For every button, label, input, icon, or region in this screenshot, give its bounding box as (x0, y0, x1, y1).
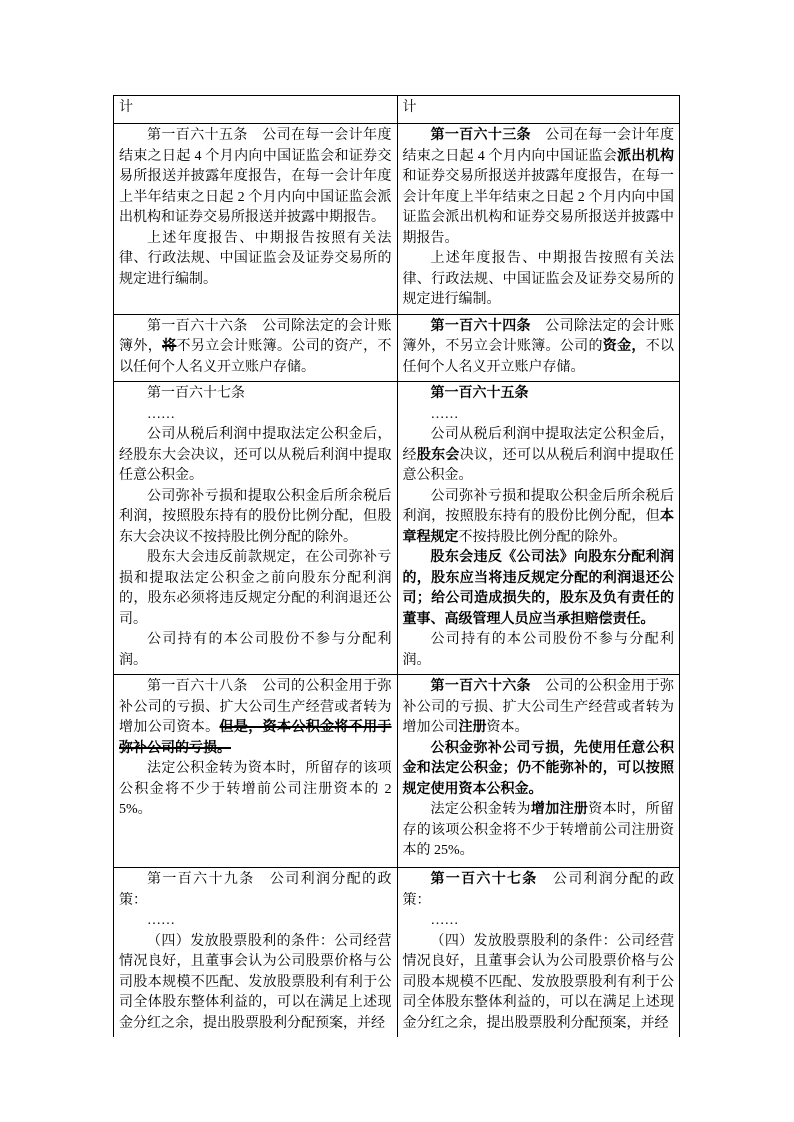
text-run: 公司从税后利润中提取法定公积金后，经股东大会决议，还可以从税后利润中提取任意公积金。 (119, 427, 392, 483)
article-paragraph (119, 911, 392, 932)
text-run: 公司从税后利润中提取法定公积金后，经 (402, 427, 674, 463)
text-run: 不以任何个人名义开立账户存储。 (402, 339, 675, 375)
text-run: 公司弥补亏损和提取公积金后所余税后利润，按照股东持有的股份比例分配，但股东大会决议不按持股比例分配的除外。 (119, 488, 392, 545)
article-paragraph (119, 384, 392, 405)
article-paragraph (403, 677, 675, 739)
text-run: 第一百六十六条 公司除法定的会计账簿外， (119, 318, 392, 354)
text-run: 资本时，所留存的该项公积金将不少于转增前公司注册资本的 25%。 (402, 802, 674, 858)
changed-text-run: 第一百六十三条 (430, 128, 531, 143)
changed-text-run: 派出机构 (617, 148, 675, 164)
text-run: 第一百六十七条 (147, 386, 245, 401)
article-paragraph (403, 317, 675, 379)
text-run: 上述年度报告、中期报告按照有关法律、行政法规、中国证监会及证券交易所的规定进行编制。 (402, 251, 674, 307)
article-paragraph (403, 249, 675, 311)
table-row (113, 382, 680, 675)
article-cell-right (397, 382, 681, 674)
text-run: （四）发放股票股利的条件：公司经营情况良好，且董事会认为公司股票价格与公司股本规模不匹配、发放股票股利有利于公司全体股东整体利益的，可以在满足上述现金分红之余，提出股票股利分配预案，并经 (119, 933, 392, 1031)
article-cell-left (113, 315, 397, 382)
articles-comparison-table (113, 95, 680, 1037)
table-row (113, 315, 680, 383)
article-paragraph (403, 487, 675, 549)
text-run: 法定公积金转为 (430, 802, 531, 817)
article-paragraph (403, 800, 675, 862)
changed-text-run: 第一百六十七条 (430, 872, 538, 887)
text-run: 公司在每一会计年度结束之日起 4 个月内向中国证监会 (402, 128, 674, 164)
article-paragraph (119, 548, 392, 630)
text-run: 第一百六十五条 公司在每一会计年度结束之日起 4 个月内向中国证监会和证券交易所报送并披露年度报告，在每一会计年度上半年结束之日起 2 个月内向中国证监会派出机构和证券交易所报送并披露中期报告。 (119, 128, 392, 225)
deleted-text-run: 但是，资本公积金将不用于弥补公司的亏损。 (119, 720, 392, 756)
article-paragraph (403, 425, 675, 487)
text-run: 不另立会计账簿。公司的资产，不以任何个人名义开立账户存储。 (119, 339, 392, 375)
changed-text-run: 第一百六十五条 (430, 386, 529, 401)
article-paragraph (119, 126, 392, 229)
text-run: 决议，还可以从税后利润中提取任意公积金。 (402, 447, 675, 483)
header-cell-left-text: 计 (119, 100, 133, 115)
article-paragraph (119, 677, 392, 759)
article-paragraph (403, 630, 675, 671)
article-paragraph (119, 870, 392, 911)
text-run: …… (430, 913, 459, 928)
article-cell-left (113, 675, 397, 867)
changed-text-run: 资金， (602, 339, 646, 354)
text-run: …… (147, 913, 175, 928)
text-run: …… (430, 406, 459, 422)
text-run: 不按持股比例分配的除外。 (458, 529, 627, 545)
article-paragraph (403, 405, 675, 426)
changed-text-run: 股东会违反《公司法》向股东分配利润的，股东应当将违反规定分配的利润退还公司；给公司造成损失的，股东及负有责任的董事、高级管理人员应当承担赔偿责任。 (402, 550, 674, 627)
table-row (113, 124, 680, 315)
changed-text-run: 本章程规定 (402, 509, 674, 545)
text-run: 上述年度报告、中期报告按照有关法律、行政法规、中国证监会及证券交易所的规定进行编制。 (119, 230, 392, 287)
article-paragraph (403, 911, 675, 932)
article-paragraph (403, 548, 675, 630)
article-paragraph (119, 317, 392, 379)
article-paragraph (119, 229, 392, 291)
text-run: 公司除法定的会计账簿外，不另立会计账簿。公司的 (402, 318, 674, 354)
changed-text-run: 增加注册 (530, 802, 589, 817)
text-run: 第一百六十八条 公司的公积金用于弥补公司的亏损、扩大公司生产经营或者转为增加公司资本。 (119, 679, 392, 735)
text-run: 公司的公积金用于弥补公司的亏损、扩大公司生产经营或者转为增加公司 (402, 679, 674, 735)
changed-text-run: 第一百六十六条 (430, 679, 531, 694)
article-paragraph (119, 630, 392, 671)
article-paragraph (403, 126, 675, 249)
text-run: 公司利润分配的政策： (402, 872, 675, 908)
changed-text-run: 股东会 (416, 447, 460, 463)
article-cell-right (397, 124, 681, 314)
article-paragraph (403, 739, 675, 801)
article-paragraph (403, 384, 675, 405)
table-row (113, 868, 680, 1037)
deleted-text-run: 将 (162, 339, 177, 354)
article-paragraph (119, 759, 392, 821)
changed-text-run: 第一百六十四条 (430, 318, 531, 334)
text-run: 公司持有的本公司股份不参与分配利润。 (119, 632, 392, 668)
text-run: 和证券交易所报送并披露年度报告，在每一会计年度上半年结束之日起 2 个月内向中国证监会派出机构和证券交易所报送并披露中期报告。 (402, 169, 674, 246)
text-run: 股东大会违反前款规定，在公司弥补亏损和提取法定公积金之前向股东分配利润的，股东必须将违反规定分配的利润退还公司。 (119, 550, 392, 627)
text-run: 公司弥补亏损和提取公积金后所余税后利润，按照股东持有的股份比例分配，但 (402, 488, 674, 524)
article-paragraph (119, 932, 392, 1035)
article-paragraph (403, 932, 675, 1035)
text-run: 资本。 (486, 720, 529, 735)
article-cell-left (113, 124, 397, 314)
header-cell-left (113, 96, 397, 123)
article-paragraph (119, 487, 392, 549)
table-row (113, 675, 680, 868)
table-header-row (113, 96, 680, 124)
text-run: 第一百六十九条 公司利润分配的政策： (119, 872, 392, 908)
text-run: （四）发放股票股利的条件：公司经营情况良好，且董事会认为公司股票价格与公司股本规模不匹配、发放股票股利有利于公司全体股东整体利益的，可以在满足上述现金分红之余，提出股票股利分配预案，并经 (402, 933, 674, 1031)
article-cell-right (397, 868, 681, 1037)
article-cell-left (113, 868, 397, 1037)
article-cell-left (113, 382, 397, 674)
article-paragraph (119, 405, 392, 426)
article-paragraph (119, 425, 392, 487)
header-cell-right (397, 96, 681, 123)
article-cell-right (397, 675, 681, 867)
text-run: 法定公积金转为资本时，所留存的该项公积金将不少于转增前公司注册资本的 25%。 (119, 761, 392, 817)
header-cell-right-text: 计 (402, 100, 417, 115)
text-run: 公司持有的本公司股份不参与分配利润。 (402, 632, 674, 668)
article-paragraph (403, 870, 675, 911)
changed-text-run: 公积金弥补公司亏损，先使用任意公积金和法定公积金；仍不能弥补的，可以按照规定使用资本公积金。 (402, 740, 674, 797)
changed-text-run: 注册 (458, 720, 487, 735)
article-cell-right (397, 315, 681, 382)
text-run: …… (147, 406, 175, 422)
